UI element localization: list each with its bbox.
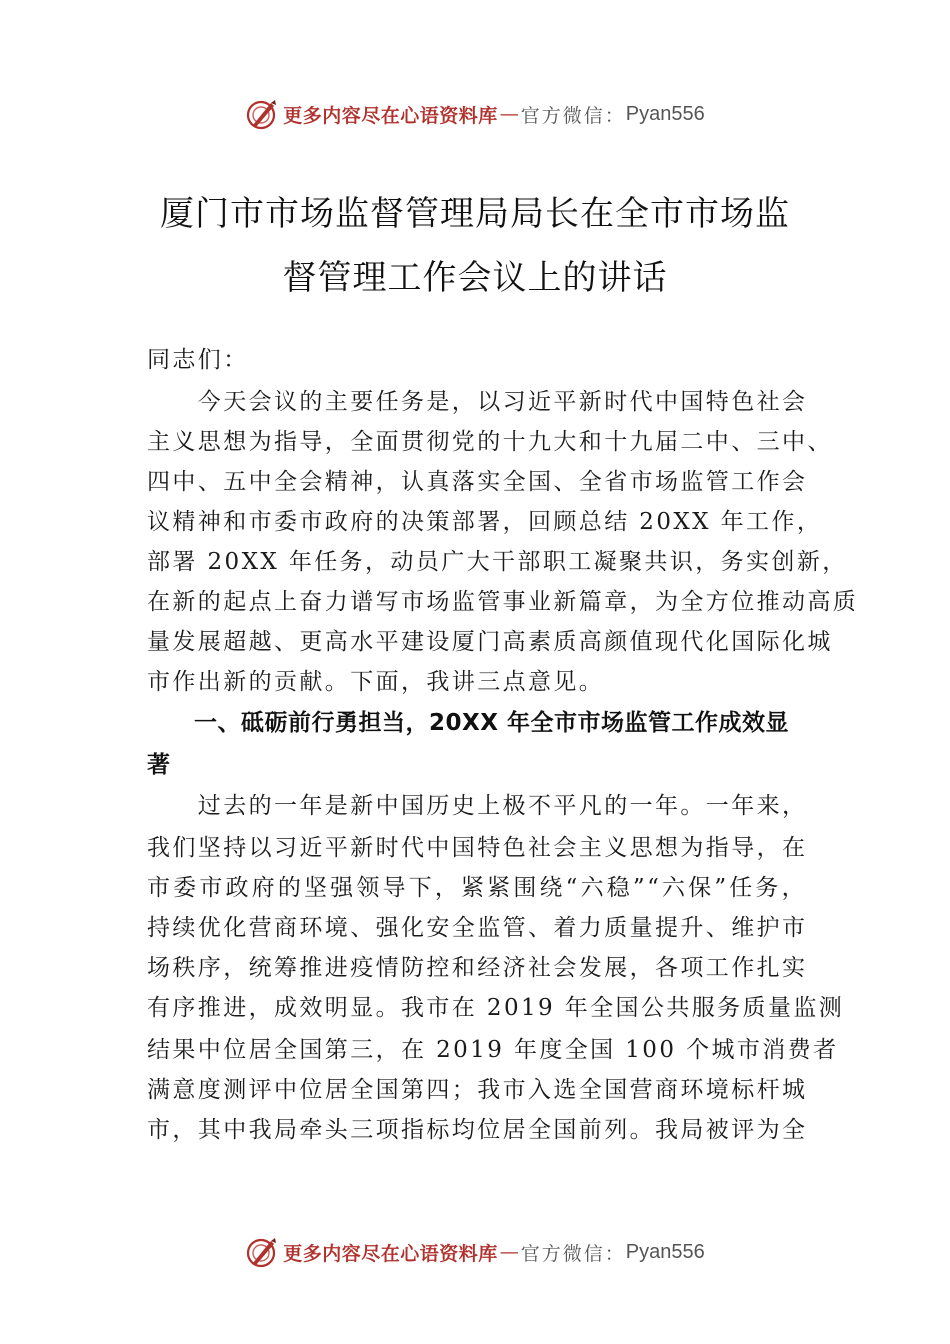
banner-library-text: 更多内容尽在心语资料库 [283,104,498,127]
paragraph-1-line: 四中、五中全会精神，认真落实全国、全省市场监管工作会 [147,469,808,495]
paragraph-1-line: 部署 20XX 年任务，动员广大干部职工凝聚共识，务实创新， [147,549,848,575]
document-title-line-2: 督管理工作会议上的讲话 [282,258,668,298]
pen-logo-icon [245,97,279,131]
paragraph-2-line: 场秩序，统筹推进疫情防控和经济社会发展，各项工作扎实 [147,955,808,981]
section-heading-1-cont: 著 [147,752,171,778]
section-heading-1: 一、砥砺前行勇担当，20XX 年全市市场监管工作成效显 [147,710,789,736]
paragraph-1-line: 主义思想为指导，全面贯彻党的十九大和十九届二中、三中、 [147,429,833,455]
banner-wechat-label: 官方微信： [520,104,626,127]
paragraph-1-line: 市作出新的贡献。下面，我讲三点意见。 [147,669,605,695]
paragraph-2-line: 市委市政府的坚强领导下，紧紧围绕“六稳”“六保”任务， [147,875,807,901]
paragraph-2-line: 过去的一年是新中国历史上极不平凡的一年。一年来， [147,793,808,819]
paragraph-2-line: 持续优化营商环境、强化安全监管、着力质量提升、维护市 [147,915,808,941]
banner-wechat-id: Pyan556 [625,1240,705,1263]
document-title-line-1: 厦门市市场监督管理局局长在全市市场监 [160,194,790,234]
paragraph-1-line: 今天会议的主要任务是，以习近平新时代中国特色社会 [147,389,808,415]
banner-wechat-id: Pyan556 [625,102,705,125]
pen-logo-icon [245,1235,279,1269]
paragraph-2-line: 结果中位居全国第三，在 2019 年度全国 100 个城市消费者 [147,1037,839,1063]
paragraph-2-line: 有序推进，成效明显。我市在 2019 年全国公共服务质量监测 [147,995,845,1021]
paragraph-1-line: 在新的起点上奋力谱写市场监管事业新篇章，为全方位推动高质 [147,589,859,615]
paragraph-2-line: 市，其中我局牵头三项指标均位居全国前列。我局被评为全 [147,1117,808,1143]
paragraph-1-line: 议精神和市委市政府的决策部署，回顾总结 20XX 年工作， [147,509,823,535]
banner-wechat-label: 官方微信： [520,1242,626,1265]
salutation: 同志们： [147,347,249,373]
paragraph-1-line: 量发展超越、更高水平建设厦门高素质高颜值现代化国际化城 [147,629,833,655]
paragraph-2-line: 满意度测评中位居全国第四；我市入选全国营商环境标杆城 [147,1077,808,1103]
banner-library-text: 更多内容尽在心语资料库 [283,1242,498,1265]
banner-dash: — [499,103,519,125]
banner-dash: — [499,1241,519,1263]
header-banner [0,92,950,136]
paragraph-2-line: 我们坚持以习近平新时代中国特色社会主义思想为指导，在 [147,835,808,861]
footer-banner [0,1230,950,1274]
